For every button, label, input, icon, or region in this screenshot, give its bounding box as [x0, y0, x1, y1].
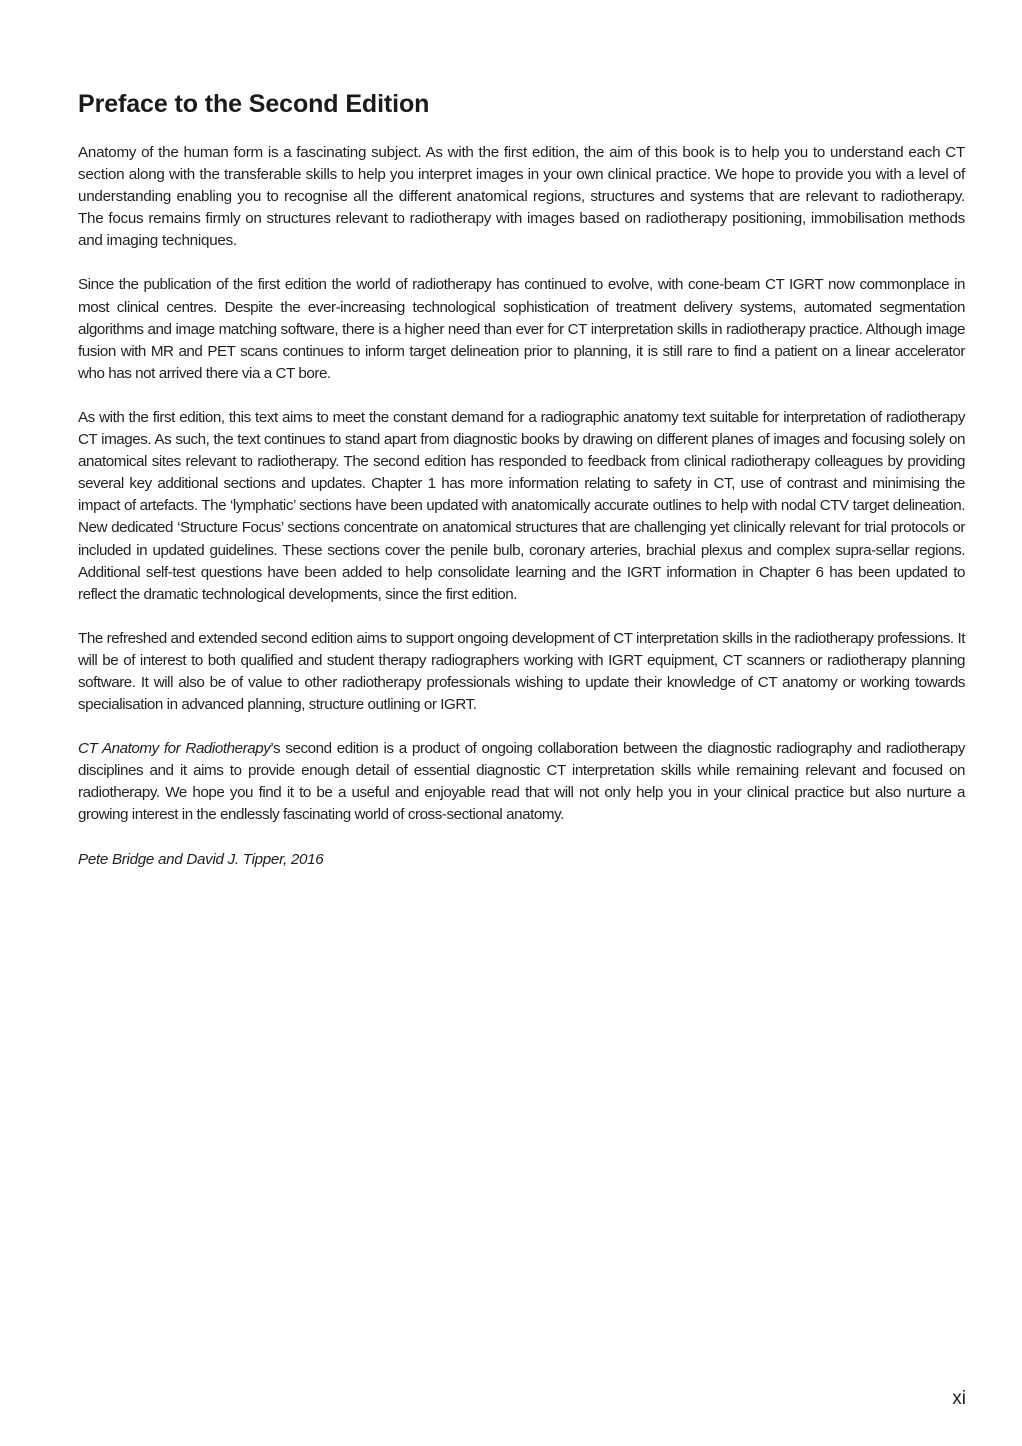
- page-title: Preface to the Second Edition: [78, 90, 430, 118]
- page-number: xi: [952, 1388, 966, 1409]
- paragraph-intro: Anatomy of the human form is a fascinating subject. As with the first edition, the aim of this book is to help you to understand each CT section along with the transferable skills to help you interpret images in your own clinical practice. We hope to provide you with a level of understanding enabling you to recognise all the different anatomical regions, structures and systems that are relevant to radiotherapy. The focus remains firmly on structures relevant to radiotherapy with images based on radiotherapy positioning, immobilisation methods and imaging techniques.: [78, 144, 965, 250]
- closing-text: ’s second edition is a product of ongoing collaboration between the diagnostic radiography and radiotherapy disciplines and it aims to provide enough detail of essential diagnostic CT interpretation skills while remaining relevant and focused on radiotherapy. We hope you find it to be a useful and enjoyable read that will not only help you in your clinical practice but also nurture a growing interest in the endlessly fascinating world of cross-sectional anatomy.: [78, 740, 966, 824]
- paragraph-second-edition-updates: As with the first edition, this text aims to meet the constant demand for a radiographic anatomy text suitable for interpretation of radiotherapy CT images. As such, the text continues to stand apart from diagnostic books by drawing on different planes of images and focusing solely on anatomical sites relevant to radiotherapy. The second edition has responded to feedback from clinical radiotherapy colleagues by providing several key additional sections and updates. Chapter 1 has more information relating to safety in CT, use of contrast and minimising the impact of artefacts. The ‘lymphatic’ sections have been updated with anatomically accurate outlines to help with nodal CTV target delineation. New dedicated ‘Structure Focus’ sections concentrate on anatomical structures that are challenging yet clinically relevant for trial protocols or included in updated guidelines. These sections cover the penile bulb, coronary arteries, brachial plexus and complex supra-sellar regions. Additional self-test questions have been added to help consolidate learning and the IGRT information in Chapter 6 has been updated to reflect the dramatic technological developments, since the first edition.: [78, 408, 965, 603]
- author-signature: Pete Bridge and David J. Tipper, 2016: [78, 850, 324, 868]
- paragraph-closing: [78, 738, 965, 826]
- paragraph-evolution: Since the publication of the first edition the world of radiotherapy has continued to evolve, with cone-beam CT IGRT now commonplace in most clinical centres. Despite the ever-increasing technological sophistication of treatment delivery systems, automated segmentation algorithms and image matching software, there is a higher need than ever for CT interpretation skills in radiotherapy practice. Although image fusion with MR and PET scans continues to inform target delineation prior to planning, it is still rare to find a patient on a linear accelerator who has not arrived there via a CT bore.: [78, 276, 965, 382]
- book-title: CT Anatomy for Radiotherapy: [78, 740, 271, 758]
- paragraph-audience: The refreshed and extended second edition aims to support ongoing development of CT interpretation skills in the radiotherapy professions. It will be of interest to both qualified and student therapy radiographers working with IGRT equipment, CT scanners or radiotherapy planning software. It will also be of value to other radiotherapy professionals wishing to update their knowledge of CT anatomy or working towards specialisation in advanced planning, structure outlining or IGRT.: [78, 629, 965, 714]
- preface-page: [78, 88, 965, 871]
